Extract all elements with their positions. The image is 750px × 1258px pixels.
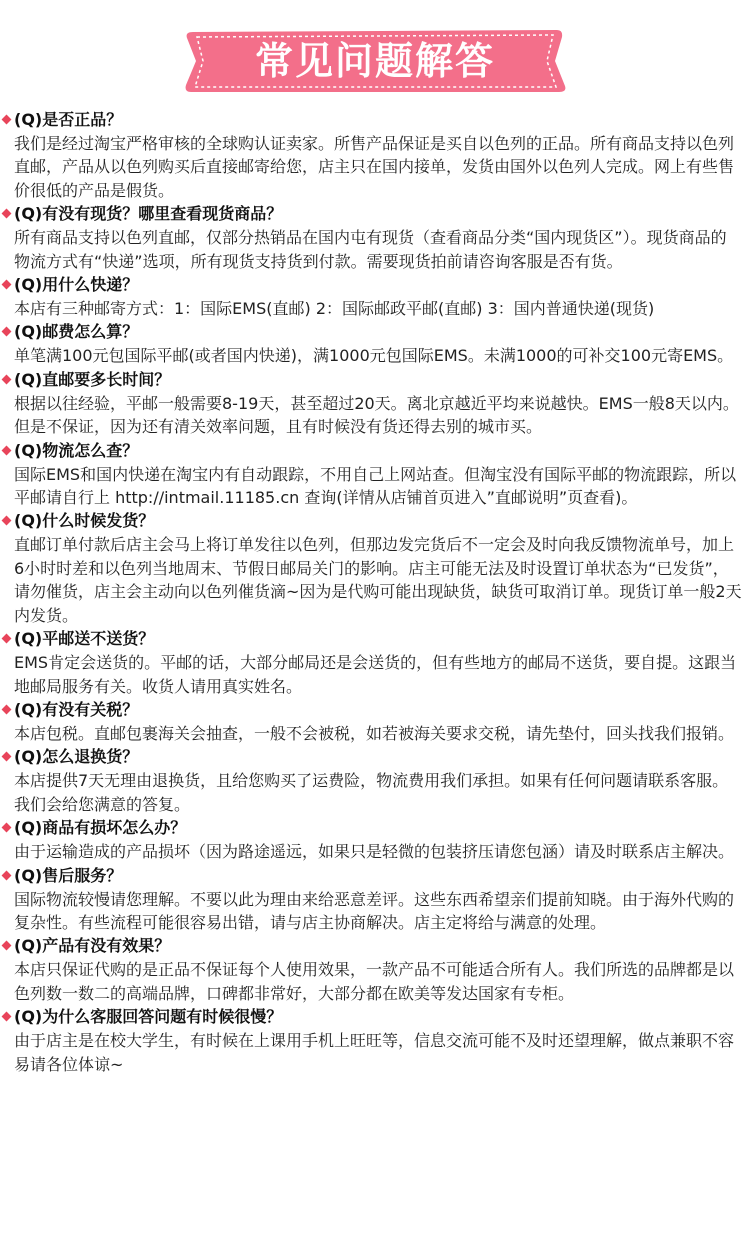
faq-question-text: (Q)怎么退换货？ [14,747,139,767]
faq-item [0,368,750,439]
faq-question-text: (Q)直邮要多长时间？ [14,369,171,389]
faq-answer: 由于店主是在校大学生，有时候在上课用手机上旺旺等，信息交流可能不及时还望理解，做点兼职不容易请各位体谅~ [14,1031,735,1074]
faq-question-text: (Q)是否正品？ [14,110,123,129]
header-banner [0,0,750,108]
faq-question [0,439,750,463]
page-title: 常见问题解答 [254,39,495,83]
faq-answer: 国际物流较慢请您理解。不要以此为理由来给恶意差评。这些东西希望亲们提前知晓。由于海外代购的复杂性。有些流程可能很容易出错，请与店主协商解决。店主定将给与满意的处理。 [14,889,735,932]
faq-answer: 本店有三种邮寄方式：1：国际EMS(直邮) 2：国际邮政平邮(直邮) 3：国内普通快递(现货) [14,299,655,319]
faq-answer: 我们是经过淘宝严格审核的全球购认证卖家。所售产品保证是买自以色列的正品。所有商品支持以色列直邮，产品从以色列购买后直接邮寄给您，店主只在国内接单，发货由国外以色列人完成。网上有些售价很低的产品是假货。 [14,134,735,200]
faq-answer: 由于运输造成的产品损坏（因为路途遥远，如果只是轻微的包装挤压请您包涵）请及时联系店主解决。 [14,842,735,862]
faq-question-text: (Q)有没有关税？ [14,699,139,719]
faq-question [0,273,750,297]
faq-question [0,627,750,651]
faq-question [0,816,750,840]
faq-question-text: (Q)有没有现货？哪里查看现货商品？ [14,204,283,224]
faq-answer: 国际EMS和国内快递在淘宝内有自动跟踪，不用自己上网站查。但淘宝没有国际平邮的物流跟踪，所以平邮请自行上 http://intmail.11185.cn 查询(详情从店铺首页进入”直邮说明”页查看)。 [14,464,737,508]
faq-item [0,816,750,863]
diamond-bullet-icon [2,634,12,644]
faq-item [0,439,750,510]
diamond-bullet-icon [2,516,12,526]
faq-item [0,202,750,273]
faq-question [0,108,750,132]
faq-question [0,745,750,769]
faq-answer: 本店只保证代购的是正品不保证每个人使用效果，一款产品不可能适合所有人。我们所选的品牌都是以色列数一数二的高端品牌，口碑都非常好，大部分都在欧美等发达国家有专柜。 [14,960,735,1003]
faq-item [0,273,750,320]
faq-answer: 直邮订单付款后店主会马上将订单发往以色列，但那边发完货后不一定会及时向我反馈物流单号，加上6小时时差和以色列当地周末、节假日邮局关门的影响。店主可能无法及时设置订单状态为“已发货”，请勿催货，店主会主动向以色列催货滴~因为是代购可能出现缺货，缺货可取消订单。现货订单一般2天内发货。 [14,535,742,625]
diamond-bullet-icon [2,704,12,714]
diamond-bullet-icon [2,752,12,762]
faq-question [0,368,750,392]
faq-item [0,320,750,367]
faq-item [0,108,750,202]
faq-item [0,1005,750,1076]
diamond-bullet-icon [2,209,12,219]
faq-answer: 本店提供7天无理由退换货，且给您购买了运费险，物流费用我们承担。如果有任何问题请联系客服。我们会给您满意的答复。 [14,771,729,814]
faq-question [0,509,750,533]
faq-question-text: (Q)为什么客服回答问题有时候很慢？ [14,1007,283,1027]
faq-list [0,108,750,1076]
faq-question [0,202,750,226]
diamond-bullet-icon [2,941,12,951]
faq-question-text: (Q)产品有没有效果？ [14,936,171,956]
faq-answer: EMS肯定会送货的。平邮的话，大部分邮局还是会送货的，但有些地方的邮局不送货，要自提。这跟当地邮局服务有关。收货人请用真实姓名。 [14,653,737,696]
diamond-bullet-icon [2,327,12,337]
banner-ribbon [183,28,567,94]
faq-answer: 本店包税。直邮包裹海关会抽查，一般不会被税，如若被海关要求交税，请先垫付，回头找我们报销。 [14,723,735,743]
faq-item [0,864,750,935]
faq-question-text: (Q)售后服务？ [14,865,123,885]
faq-item [0,509,750,627]
faq-question-text: (Q)平邮送不送货？ [14,629,155,649]
faq-answer: 单笔满100元包国际平邮(或者国内快递)，满1000元包国际EMS。未满1000的可补交100元寄EMS。 [14,346,734,366]
diamond-bullet-icon [2,280,12,290]
diamond-bullet-icon [2,115,12,125]
faq-answer: 所有商品支持以色列直邮，仅部分热销品在国内屯有现货（查看商品分类“国内现货区”）。现货商品的物流方式有“快递”选项，所有现货支持货到付款。需要现货拍前请咨询客服是否有货。 [14,228,727,271]
faq-question-text: (Q)什么时候发货？ [14,511,155,531]
diamond-bullet-icon [2,374,12,384]
faq-item [0,627,750,698]
diamond-bullet-icon [2,445,12,455]
faq-question [0,320,750,344]
faq-question [0,698,750,722]
diamond-bullet-icon [2,870,12,880]
faq-answer: 根据以往经验，平邮一般需要8-19天，甚至超过20天。离北京越近平均来说越快。EMS一般8天以内。但是不保证，因为还有清关效率问题，且有时候没有货还得去别的城市买。 [14,393,739,437]
faq-question [0,934,750,958]
faq-question-text: (Q)商品有损坏怎么办？ [14,818,187,838]
faq-item [0,934,750,1005]
diamond-bullet-icon [2,823,12,833]
faq-question [0,864,750,888]
faq-question-text: (Q)用什么快递？ [14,275,139,295]
faq-item [0,745,750,816]
faq-item [0,698,750,745]
faq-question-text: (Q)物流怎么查？ [14,440,139,460]
diamond-bullet-icon [2,1012,12,1022]
faq-question-text: (Q)邮费怎么算？ [14,322,139,342]
faq-question [0,1005,750,1029]
